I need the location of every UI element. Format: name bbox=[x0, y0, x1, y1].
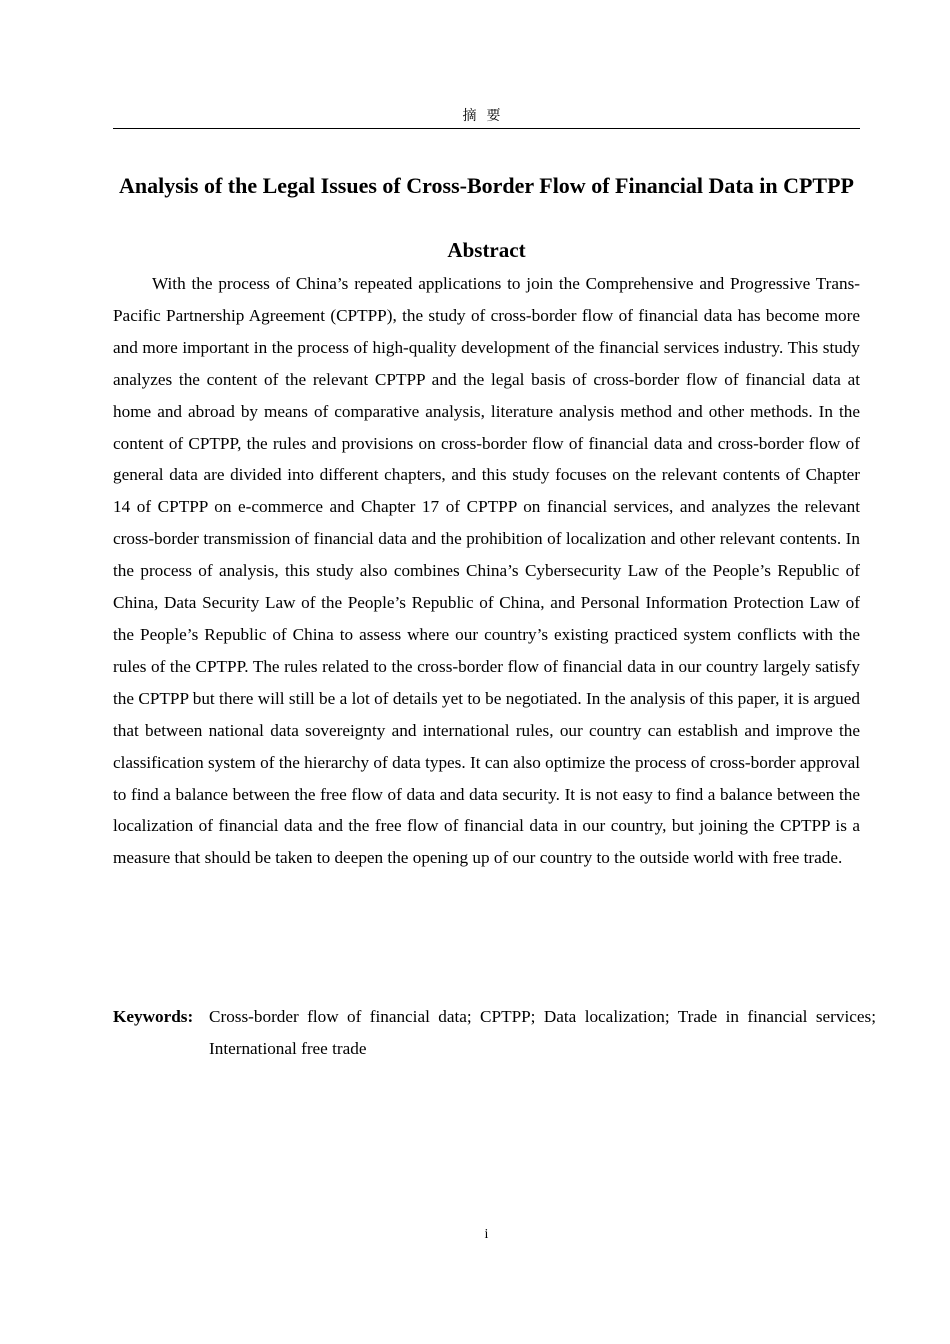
keywords-block bbox=[113, 1001, 876, 1065]
running-header: 摘要 bbox=[462, 109, 511, 124]
keywords-label: Keywords: bbox=[113, 1007, 194, 1026]
keywords-text: Cross-border flow of financial data; CPTPP; Data localization; Trade in financial services; International free trade bbox=[209, 1007, 876, 1058]
abstract-heading: Abstract bbox=[447, 238, 526, 262]
paper-title: Analysis of the Legal Issues of Cross-Border Flow of Financial Data in CPTPP bbox=[119, 173, 854, 198]
header-rule bbox=[113, 128, 860, 129]
abstract-body: With the process of China’s repeated applications to join the Comprehensive and Progressive Trans-Pacific Partnership Agreement (CPTPP), the study of cross-border flow of financial data has become more and more important in the process of high-quality development of the financial services industry. This study analyzes the content of the relevant CPTPP and the legal basis of cross-border flow of financial data at home and abroad by means of comparative analysis, literature analysis method and other methods. In the content of CPTPP, the rules and provisions on cross-border flow of financial data and cross-border flow of general data are divided into different chapters, and this study focuses on the relevant contents of Chapter 14 of CPTPP on e-commerce and Chapter 17 of CPTPP on financial services, and analyzes the relevant cross-border transmission of financial data and the prohibition of localization and other relevant contents. In the process of analysis, this study also combines China’s Cybersecurity Law of the People’s Republic of China, Data Security Law of the People’s Republic of China, and Personal Information Protection Law of the People’s Republic of China to assess where our country’s existing practiced system conflicts with the rules of the CPTPP. The rules related to the cross-border flow of financial data in our country largely satisfy the CPTPP but there will still be a lot of details yet to be negotiated. In the analysis of this paper, it is argued that between national data sovereignty and international rules, our country can establish and improve the classification system of the hierarchy of data types. It can also optimize the process of cross-border approval to find a balance between the free flow of data and data security. It is not easy to find a balance between the localization of financial data and the free flow of financial data in our country, but joining the CPTPP is a measure that should be taken to deepen the opening up of our country to the outside world with free trade. bbox=[113, 274, 860, 868]
page-number: i bbox=[484, 1227, 489, 1242]
